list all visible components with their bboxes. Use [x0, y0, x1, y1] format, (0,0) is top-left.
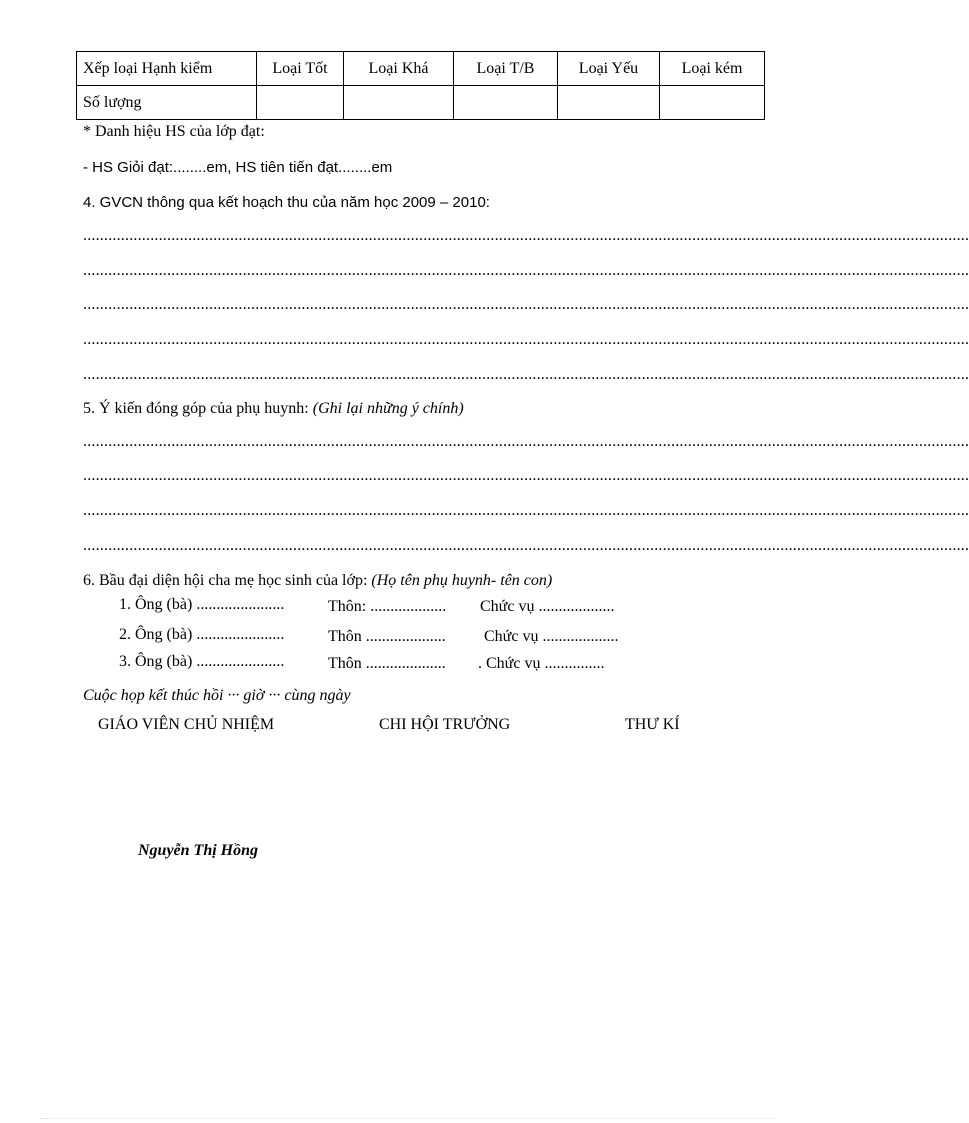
closing-line: Cuộc họp kết thúc hồi ··· giờ ··· cùng ngày	[83, 687, 351, 704]
table-cell	[454, 86, 558, 120]
table-header-cell: Loại T/B	[454, 52, 558, 86]
table-header-cell: Loại kém	[660, 52, 765, 86]
dotted-line: ...................................................................................................................................................................................................................	[83, 227, 969, 244]
table-cell	[660, 86, 765, 120]
section6-title: 6. Bầu đại diện hội cha mẹ học sinh của lớp:	[83, 572, 368, 589]
representative-role: Chức vụ ...................	[480, 598, 615, 615]
table-cell	[257, 86, 344, 120]
section5-title: 5. Ý kiến đóng góp của phụ huynh:	[83, 400, 309, 417]
conduct-table	[76, 51, 765, 120]
table-header-cell: Loại Yếu	[558, 52, 660, 86]
table-header-cell: Xếp loại Hạnh kiểm	[77, 52, 257, 86]
representative-village: Thôn: ...................	[328, 598, 447, 615]
section6-heading	[83, 572, 552, 590]
section4-title: 4. GVCN thông qua kết hoạch thu của năm học 2009 – 2010:	[83, 194, 490, 211]
representative-role: . Chức vụ ...............	[478, 655, 605, 672]
table-header-cell: Loại Khá	[344, 52, 454, 86]
teacher-name: Nguyễn Thị Hồng	[138, 842, 259, 859]
representative-village: Thôn ....................	[328, 628, 446, 645]
table-row-label: Số lượng	[77, 86, 257, 120]
dotted-line: ...................................................................................................................................................................................................................	[83, 262, 969, 279]
section6-note: (Họ tên phụ huynh- tên con)	[371, 572, 553, 589]
table-cell	[344, 86, 454, 120]
dotted-line: ...................................................................................................................................................................................................................	[83, 502, 969, 519]
dotted-line: ...................................................................................................................................................................................................................	[83, 433, 969, 450]
secretary-signature-label: THƯ KÍ	[625, 716, 680, 733]
dotted-line: ...................................................................................................................................................................................................................	[83, 331, 969, 348]
branch-head-signature-label: CHI HỘI TRƯỞNG	[379, 716, 511, 733]
representative-name: 2. Ông (bà) ......................	[119, 626, 285, 643]
table-header-cell: Loại Tốt	[257, 52, 344, 86]
honors-title: * Danh hiệu HS của lớp đạt:	[83, 123, 265, 140]
dotted-line: ...................................................................................................................................................................................................................	[83, 467, 969, 484]
section5-note: (Ghi lại những ý chính)	[312, 400, 464, 417]
representative-village: Thôn ....................	[328, 655, 446, 672]
table-header-row	[77, 52, 765, 86]
dotted-line: ...................................................................................................................................................................................................................	[83, 366, 969, 383]
representative-name: 3. Ông (bà) ......................	[119, 653, 285, 670]
dotted-line: ...................................................................................................................................................................................................................	[83, 296, 969, 313]
honors-line: - HS Giỏi đạt:........em, HS tiên tiến đạt........em	[83, 159, 393, 176]
teacher-signature-label: GIÁO VIÊN CHỦ NHIỆM	[98, 716, 275, 733]
dotted-line: ...................................................................................................................................................................................................................	[83, 537, 969, 554]
table-row	[77, 86, 765, 120]
page-bottom-rule	[40, 1118, 776, 1119]
table-cell	[558, 86, 660, 120]
representative-role: Chức vụ ...................	[484, 628, 619, 645]
section5-heading	[83, 400, 464, 418]
representative-name: 1. Ông (bà) ......................	[119, 596, 285, 613]
